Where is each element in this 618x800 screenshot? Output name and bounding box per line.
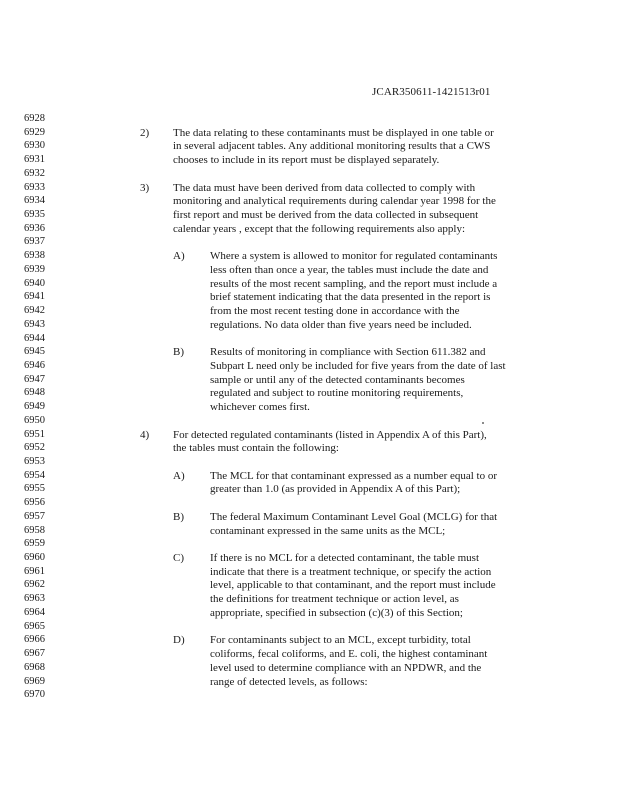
paragraph-line: The MCL for that contaminant expressed as a number equal to or (210, 469, 498, 482)
paragraph-line: The data relating to these contaminants must be displayed in one table or (173, 126, 494, 139)
document-id: JCAR350611-1421513r01 (372, 86, 491, 98)
list-marker: B) (173, 346, 184, 359)
paragraph-line: less often than once a year, the tables must include the date and (210, 263, 489, 276)
paragraph-line: the definitions for treatment technique or action level, as (210, 593, 459, 606)
line-number: 6955 (24, 483, 45, 495)
line-number: 6945 (24, 346, 45, 358)
line-number: 6930 (24, 140, 45, 152)
line-number: 6967 (24, 648, 45, 660)
line-number: 6947 (24, 373, 45, 385)
paragraph-line: Subpart L need only be included for five years from the date of last (210, 359, 506, 372)
paragraph-line: regulated and subject to routine monitoring requirements, (210, 387, 464, 400)
line-number: 6965 (24, 620, 45, 632)
line-number: 6928 (24, 113, 45, 124)
line-number: 6956 (24, 497, 45, 509)
line-number: 6935 (24, 209, 45, 221)
paragraph-line: Where a system is allowed to monitor for regulated contaminants (210, 250, 498, 263)
paragraph-line: range of detected levels, as follows: (210, 675, 368, 688)
paragraph-line: The federal Maximum Contaminant Level Goal (MCLG) for that (210, 510, 498, 523)
line-number: 6934 (24, 195, 45, 207)
line-number: 6942 (24, 305, 45, 317)
line-number: 6960 (24, 552, 45, 564)
paragraph-line: chooses to include in its report must be displayed separately. (173, 154, 440, 167)
line-number: 6948 (24, 387, 45, 399)
list-marker: A) (173, 250, 185, 263)
line-number: 6954 (24, 469, 45, 481)
line-number: 6961 (24, 565, 45, 577)
list-marker: C) (173, 552, 184, 565)
paragraph-line: indicate that there is a treatment technique, or specify the action (210, 565, 492, 578)
paragraph-line: first report and must be derived from the data collected in subsequent (173, 209, 479, 222)
line-number: 6949 (24, 401, 45, 413)
line-number: 6950 (24, 414, 45, 426)
paragraph-line: If there is no MCL for a detected contaminant, the table must (210, 552, 480, 565)
paragraph-line: coliforms, fecal coliforms, and E. coli, the highest contaminant (210, 648, 488, 661)
line-number: 6951 (24, 428, 45, 440)
line-number: 6968 (24, 661, 45, 673)
line-number: 6959 (24, 538, 45, 550)
paragraph-line: regulations. No data older than five years need be included. (210, 318, 472, 331)
line-number: 6938 (24, 250, 45, 262)
line-number: 6969 (24, 675, 45, 687)
line-number: 6939 (24, 263, 45, 275)
paragraph-line: level used to determine compliance with an NPDWR, and the (210, 661, 482, 674)
line-number: 6932 (24, 167, 45, 179)
paragraph-line: from the most recent testing done in accordance with the (210, 305, 460, 318)
paragraph-line: results of the most recent sampling, and the report must include a (210, 277, 498, 290)
paragraph-line: appropriate, specified in subsection (c)(3) of this Section; (210, 606, 463, 619)
line-number: 6963 (24, 593, 45, 605)
line-number: 6941 (24, 291, 45, 303)
line-number: 6931 (24, 154, 45, 166)
line-number: 6937 (24, 236, 45, 248)
line-number: 6940 (24, 277, 45, 289)
paragraph-line: whichever comes first. (210, 401, 310, 414)
list-marker: 3) (140, 181, 150, 194)
paragraph-line: sample or until any of the detected contaminants becomes (210, 373, 465, 386)
line-number: 6929 (24, 126, 45, 138)
line-number: 6958 (24, 524, 45, 536)
paragraph-line: The data must have been derived from data collected to comply with (173, 181, 476, 194)
paragraph-line: brief statement indicating that the data presented in the report is (210, 291, 491, 304)
paragraph-line: monitoring and analytical requirements during calendar year 1998 for the (173, 195, 496, 208)
line-number: 6966 (24, 634, 45, 646)
list-marker: D) (173, 634, 185, 647)
line-number: 6962 (24, 579, 45, 591)
line-number: 6936 (24, 222, 45, 234)
scan-speck (482, 422, 484, 424)
paragraph-line: the tables must contain the following: (173, 442, 339, 455)
paragraph-line: level, applicable to that contaminant, and the report must include (210, 579, 496, 592)
line-number: 6953 (24, 456, 45, 467)
paragraph-line: in several adjacent tables. Any additional monitoring results that a CWS (173, 140, 491, 153)
list-marker: B) (173, 510, 184, 523)
line-number: 6957 (24, 510, 45, 522)
line-number: 6946 (24, 359, 45, 371)
paragraph-line: contaminant expressed in the same units as the MCL; (210, 524, 446, 537)
paragraph-line: Results of monitoring in compliance with Section 611.382 and (210, 346, 486, 359)
line-number: 6952 (24, 442, 45, 454)
line-number: 6964 (24, 606, 45, 618)
line-number: 6944 (24, 332, 45, 344)
paragraph-line: calendar years , except that the following requirements also apply: (173, 222, 466, 235)
paragraph-line: For contaminants subject to an MCL, except turbidity, total (210, 634, 471, 647)
list-marker: 4) (140, 428, 150, 441)
list-marker: A) (173, 469, 185, 482)
list-marker: 2) (140, 126, 150, 139)
line-number: 6970 (24, 689, 45, 701)
line-number: 6933 (24, 181, 45, 193)
paragraph-line: For detected regulated contaminants (listed in Appendix A of this Part), (173, 428, 487, 441)
line-number: 6943 (24, 318, 45, 330)
paragraph-line: greater than 1.0 (as provided in Appendix A of this Part); (210, 483, 461, 496)
